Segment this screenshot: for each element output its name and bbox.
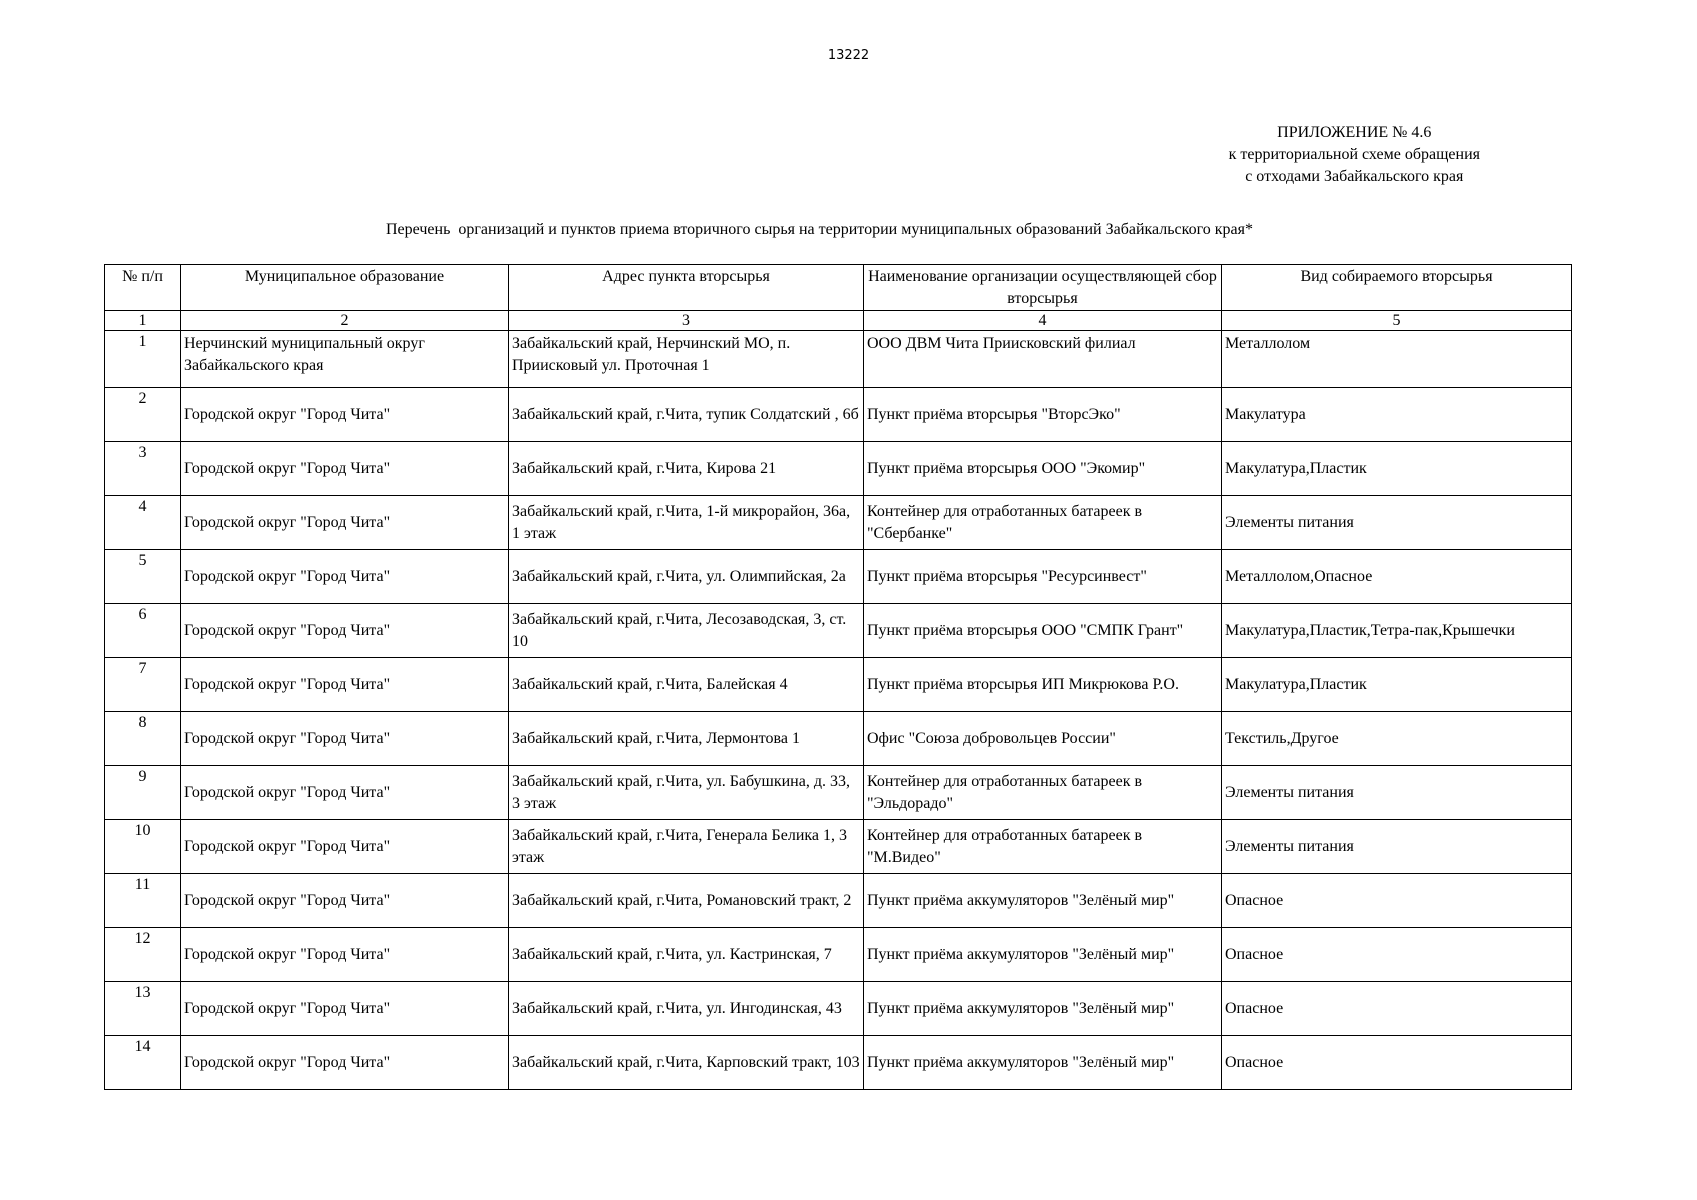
address-cell: Забайкальский край, г.Чита, ул. Кастринская, 7 <box>509 928 864 982</box>
address-cell: Забайкальский край, г.Чита, Романовский тракт, 2 <box>509 874 864 928</box>
table-row <box>105 604 1572 658</box>
row-index: 11 <box>105 874 181 928</box>
address-cell: Забайкальский край, г.Чита, Кирова 21 <box>509 442 864 496</box>
row-index: 1 <box>105 331 181 388</box>
table-row <box>105 874 1572 928</box>
municipality-cell: Городской округ "Город Чита" <box>181 442 509 496</box>
material-type-cell: Макулатура,Пластик <box>1222 658 1572 712</box>
appendix-line-3: с отходами Забайкальского края <box>1245 168 1464 185</box>
municipality-cell: Городской округ "Город Чита" <box>181 496 509 550</box>
table-row <box>105 712 1572 766</box>
table-row <box>105 982 1572 1036</box>
table-row <box>105 388 1572 442</box>
material-type-cell: Элементы питания <box>1222 496 1572 550</box>
address-cell: Забайкальский край, г.Чита, ул. Бабушкина, д. 33, 3 этаж <box>509 766 864 820</box>
organization-cell: ООО ДВМ Чита Приисковский филиал <box>864 331 1222 388</box>
row-index: 13 <box>105 982 181 1036</box>
document-title: Перечень организаций и пунктов приема вторичного сырья на территории муниципальных образований Забайкальского края* <box>386 221 1254 238</box>
header-index: № п/п <box>105 265 181 311</box>
row-index: 7 <box>105 658 181 712</box>
column-number: 1 <box>105 311 181 331</box>
material-type-cell: Текстиль,Другое <box>1222 712 1572 766</box>
appendix-title: ПРИЛОЖЕНИЕ № 4.6 <box>1277 124 1432 141</box>
address-cell: Забайкальский край, г.Чита, ул. Ингодинская, 43 <box>509 982 864 1036</box>
municipality-cell: Городской округ "Город Чита" <box>181 928 509 982</box>
header-municipality: Муниципальное образование <box>181 265 509 311</box>
organization-cell: Пункт приёма аккумуляторов "Зелёный мир" <box>864 1036 1222 1090</box>
organization-cell: Пункт приёма вторсырья ООО "СМПК Грант" <box>864 604 1222 658</box>
header-material-type: Вид собираемого вторсырья <box>1222 265 1572 311</box>
municipality-cell: Городской округ "Город Чита" <box>181 982 509 1036</box>
municipality-cell: Городской округ "Город Чита" <box>181 820 509 874</box>
table-row <box>105 820 1572 874</box>
material-type-cell: Элементы питания <box>1222 766 1572 820</box>
address-cell: Забайкальский край, г.Чита, Генерала Белика 1, 3 этаж <box>509 820 864 874</box>
organization-cell: Пункт приёма вторсырья "ВторсЭко" <box>864 388 1222 442</box>
address-cell: Забайкальский край, г.Чита, Карповский тракт, 103 <box>509 1036 864 1090</box>
column-number: 5 <box>1222 311 1572 331</box>
column-number: 4 <box>864 311 1222 331</box>
material-type-cell: Макулатура,Пластик,Тетра-пак,Крышечки <box>1222 604 1572 658</box>
address-cell: Забайкальский край, г.Чита, тупик Солдатский , 6б <box>509 388 864 442</box>
header-organization: Наименование организации осуществляющей сбор вторсырья <box>864 265 1222 311</box>
material-type-cell: Опасное <box>1222 1036 1572 1090</box>
organization-cell: Пункт приёма аккумуляторов "Зелёный мир" <box>864 982 1222 1036</box>
organization-cell: Пункт приёма аккумуляторов "Зелёный мир" <box>864 928 1222 982</box>
address-cell: Забайкальский край, Нерчинский МО, п. Приисковый ул. Проточная 1 <box>509 331 864 388</box>
material-type-cell: Опасное <box>1222 928 1572 982</box>
table-row <box>105 442 1572 496</box>
address-cell: Забайкальский край, г.Чита, ул. Олимпийская, 2а <box>509 550 864 604</box>
organization-cell: Пункт приёма вторсырья ООО "Экомир" <box>864 442 1222 496</box>
row-index: 12 <box>105 928 181 982</box>
address-cell: Забайкальский край, г.Чита, 1-й микрорайон, 36а, 1 этаж <box>509 496 864 550</box>
organization-cell: Пункт приёма вторсырья ИП Микрюкова Р.О. <box>864 658 1222 712</box>
municipality-cell: Городской округ "Город Чита" <box>181 874 509 928</box>
table-row <box>105 928 1572 982</box>
row-index: 8 <box>105 712 181 766</box>
municipality-cell: Городской округ "Город Чита" <box>181 766 509 820</box>
address-cell: Забайкальский край, г.Чита, Лесозаводская, 3, ст. 10 <box>509 604 864 658</box>
header-address: Адрес пункта вторсырья <box>509 265 864 311</box>
municipality-cell: Городской округ "Город Чита" <box>181 550 509 604</box>
table-row <box>105 331 1572 388</box>
municipality-cell: Городской округ "Город Чита" <box>181 604 509 658</box>
organization-cell: Контейнер для отработанных батареек в "Сбербанке" <box>864 496 1222 550</box>
table-row <box>105 658 1572 712</box>
material-type-cell: Элементы питания <box>1222 820 1572 874</box>
organization-cell: Пункт приёма аккумуляторов "Зелёный мир" <box>864 874 1222 928</box>
table-row <box>105 766 1572 820</box>
appendix-line-2: к территориальной схеме обращения <box>1228 146 1480 163</box>
material-type-cell: Макулатура <box>1222 388 1572 442</box>
organization-cell: Контейнер для отработанных батареек в "Эльдорадо" <box>864 766 1222 820</box>
municipality-cell: Нерчинский муниципальный округ Забайкальского края <box>181 331 509 388</box>
table-row <box>105 496 1572 550</box>
material-type-cell: Опасное <box>1222 874 1572 928</box>
recycling-points-table <box>104 264 1572 1090</box>
row-index: 2 <box>105 388 181 442</box>
municipality-cell: Городской округ "Город Чита" <box>181 712 509 766</box>
column-number: 2 <box>181 311 509 331</box>
material-type-cell: Опасное <box>1222 982 1572 1036</box>
row-index: 10 <box>105 820 181 874</box>
appendix-caption <box>1229 122 1480 188</box>
row-index: 5 <box>105 550 181 604</box>
material-type-cell: Макулатура,Пластик <box>1222 442 1572 496</box>
municipality-cell: Городской округ "Город Чита" <box>181 388 509 442</box>
address-cell: Забайкальский край, г.Чита, Балейская 4 <box>509 658 864 712</box>
column-number-row <box>105 311 1572 331</box>
organization-cell: Пункт приёма вторсырья "Ресурсинвест" <box>864 550 1222 604</box>
table-row <box>105 550 1572 604</box>
row-index: 4 <box>105 496 181 550</box>
row-index: 14 <box>105 1036 181 1090</box>
municipality-cell: Городской округ "Город Чита" <box>181 1036 509 1090</box>
municipality-cell: Городской округ "Город Чита" <box>181 658 509 712</box>
row-index: 6 <box>105 604 181 658</box>
row-index: 9 <box>105 766 181 820</box>
material-type-cell: Металлолом <box>1222 331 1572 388</box>
material-type-cell: Металлолом,Опасное <box>1222 550 1572 604</box>
organization-cell: Контейнер для отработанных батареек в "М.Видео" <box>864 820 1222 874</box>
table-row <box>105 1036 1572 1090</box>
address-cell: Забайкальский край, г.Чита, Лермонтова 1 <box>509 712 864 766</box>
table-header-row <box>105 265 1572 311</box>
organization-cell: Офис "Союза добровольцев России" <box>864 712 1222 766</box>
row-index: 3 <box>105 442 181 496</box>
column-number: 3 <box>509 311 864 331</box>
page-number: 13222 <box>827 48 870 63</box>
